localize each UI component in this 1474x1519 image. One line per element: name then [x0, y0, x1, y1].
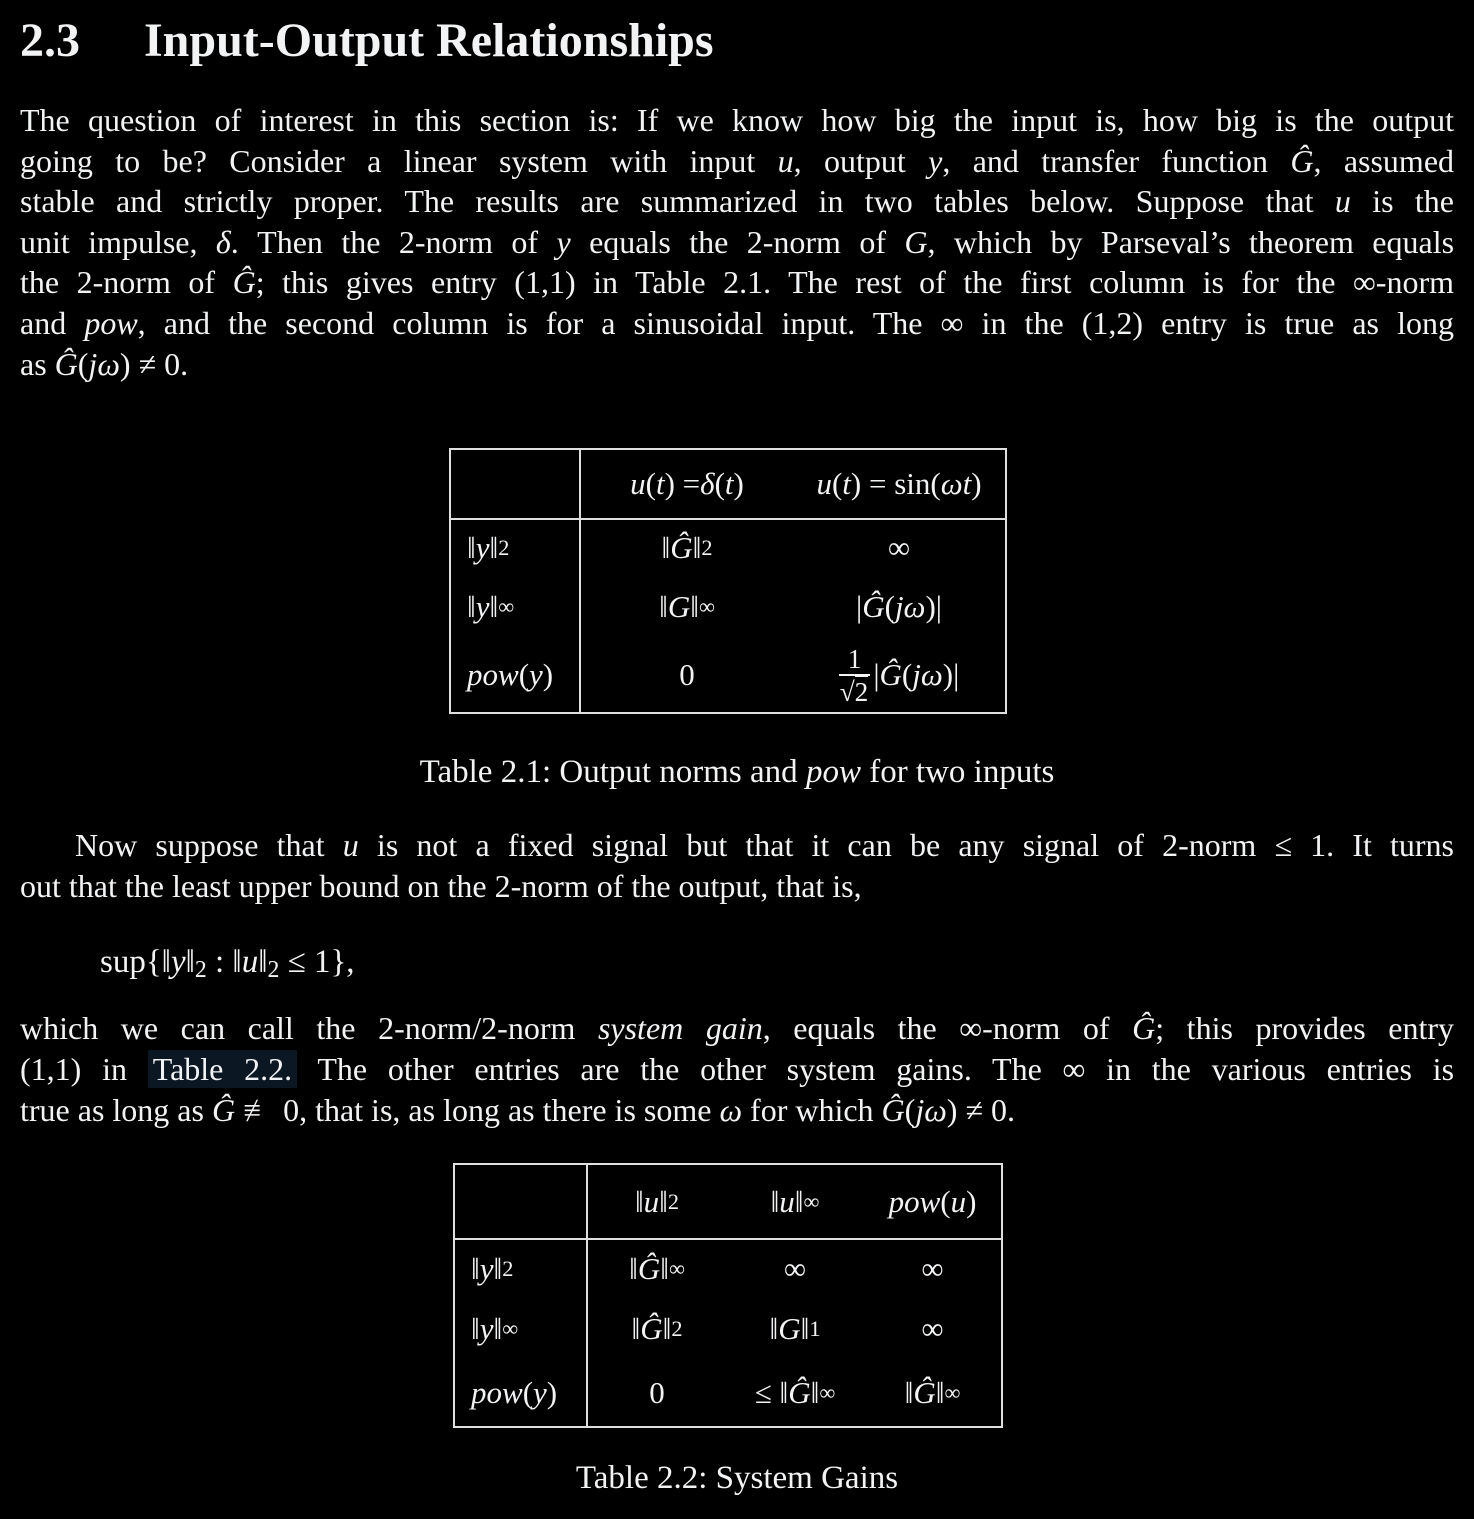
table-2-1-wrap	[20, 448, 1454, 714]
paragraph-line: The question of interest in this section is: If we know how big the input is, how big is the output	[20, 102, 1454, 138]
table-cell: ∞	[783, 1251, 807, 1287]
table-row-label: pow ( y )	[455, 1360, 588, 1426]
table-cell: ‖ Ĝ ‖ ∞	[904, 1375, 961, 1411]
table-col-header: u ( t ) = δ ( t )	[581, 450, 793, 520]
table-cell: 0	[679, 657, 695, 693]
table-row-label: ‖ y ‖ ∞	[455, 1298, 588, 1360]
paragraph-line: as Ĝ(jω) ≠ 0.	[20, 345, 189, 382]
table-2-2-caption: Table 2.2: System Gains	[575, 1460, 899, 1497]
table-row-label: ‖ y ‖ 2	[451, 520, 581, 576]
table-row-label: pow ( y )	[451, 638, 581, 712]
section-title: Input-Output Relationships	[144, 14, 714, 67]
table-2-2	[453, 1163, 1003, 1428]
table-corner-cell	[455, 1165, 588, 1240]
table-cell: ∞	[921, 1311, 944, 1347]
paragraph-3	[20, 1008, 1454, 1130]
paragraph-line: (1,1) in Table 2.2. The other entries are the other system gains. The ∞ in the various entries is	[20, 1050, 1455, 1087]
table-row-label: ‖ y ‖ ∞	[451, 576, 581, 638]
section-heading	[20, 14, 1454, 68]
paragraph-line: stable and strictly proper. The results are summarized in two tables below. Suppose that u is the	[20, 183, 1455, 220]
table-cell: ≤ ‖ Ĝ ‖ ∞	[754, 1375, 836, 1411]
paragraph-line: and pow, and the second column is for a sinusoidal input. The ∞ in the (1,2) entry is true as long	[20, 304, 1455, 341]
table-col-header: ‖ u ‖ 2	[588, 1165, 726, 1240]
paragraph-2	[20, 825, 1454, 906]
paragraph-line: out that the least upper bound on the 2-norm of the output, that is,	[20, 867, 862, 904]
display-equation: $sup\{‖y‖_2$ : $‖u‖_2 \le 1$},	[100, 944, 355, 984]
paragraph-line: unit impulse, δ. Then the 2-norm of y equals the 2-norm of G, which by Parseval’s theorem equals	[20, 223, 1455, 260]
table-col-header: ‖ u ‖ ∞	[726, 1165, 864, 1240]
table-2-2-link[interactable]: Table 2.2.	[148, 1050, 297, 1088]
table-cell: ‖ Ĝ ‖ 2	[661, 530, 713, 566]
table-cell: ∞	[887, 530, 911, 566]
table-cell: 0	[649, 1375, 665, 1411]
table-corner-cell	[451, 450, 581, 520]
table-cell: | Ĝ ( jω )|	[856, 589, 942, 625]
table-cell: ‖ Ĝ ‖ ∞	[629, 1251, 685, 1287]
table-2-1-caption: Table 2.1: Output norms and pow for two inputs	[419, 754, 1055, 791]
section-number: 2.3	[20, 14, 80, 67]
table-col-header: pow ( u )	[864, 1165, 1001, 1240]
table-2-2-wrap	[20, 1163, 1454, 1428]
paragraph-1	[20, 100, 1454, 384]
table-cell: ‖ G ‖ 1	[769, 1311, 821, 1347]
table-col-header: u ( t ) = sin( ωt )	[793, 450, 1005, 520]
paragraph-line: which we can call the 2-norm/2-norm system gain, equals the ∞-norm of Ĝ; this provides entry	[20, 1010, 1455, 1047]
paragraph-line: going to be? Consider a linear system with input u, output y, and transfer function Ĝ, assumed	[20, 142, 1455, 179]
table-cell: ∞	[921, 1251, 944, 1287]
table-cell: ‖ G ‖ ∞	[659, 589, 715, 625]
table-cell: ‖ Ĝ ‖ 2	[631, 1311, 683, 1347]
table-cell: $\frac{1}{√2}$ | Ĝ ( jω )|	[839, 643, 960, 707]
table-2-1	[449, 448, 1007, 714]
paragraph-line: Now suppose that u is not a fixed signal but that it can be any signal of 2-norm ≤ 1. It turns	[75, 827, 1455, 864]
paragraph-line: true as long as Ĝ ≢ 0, that is, as long as there is some ω for which Ĝ(jω) ≠ 0.	[20, 1091, 1016, 1128]
table-row-label: ‖ y ‖ 2	[455, 1240, 588, 1298]
paragraph-line: the 2-norm of Ĝ; this gives entry (1,1) in Table 2.1. The rest of the first column is for the ∞-norm	[20, 264, 1455, 301]
